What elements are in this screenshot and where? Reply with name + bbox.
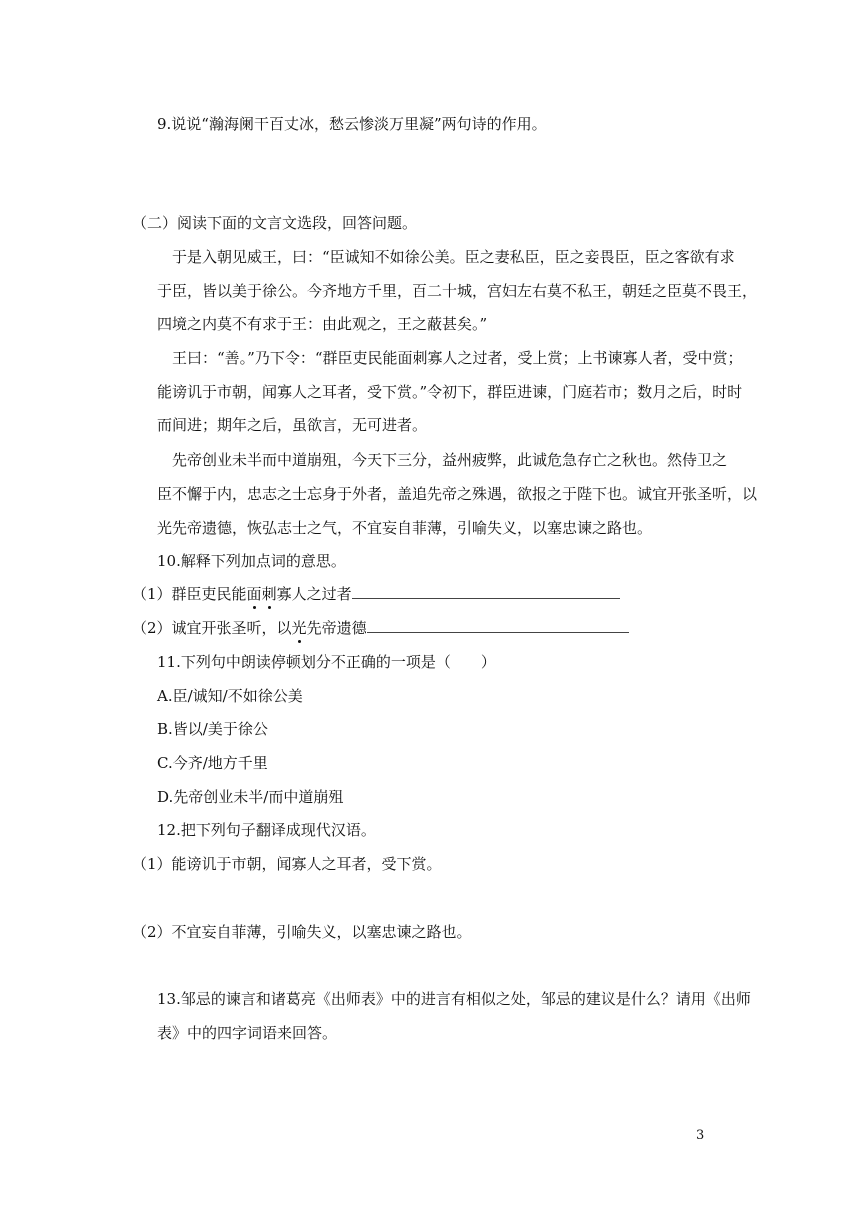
item-text: 先帝遗德: [306, 619, 367, 637]
answer-blank[interactable]: [367, 618, 629, 633]
option-a: A.臣/诚知/不如徐公美: [157, 687, 303, 705]
passage-line: 于臣，皆以美于徐公。今齐地方千里，百二十城，宫妇左右莫不私王，朝廷之臣莫不畏王，: [157, 282, 758, 300]
dotted-word: 面: [246, 585, 262, 603]
dotted-word: 光: [291, 619, 307, 637]
answer-blank[interactable]: [352, 584, 620, 599]
option-c: C.今齐/地方千里: [157, 754, 268, 772]
question-10-item-2: [132, 618, 629, 638]
passage-line: 先帝创业未半而中道崩殂，今天下三分，益州疲弊，此诚危急存亡之秋也。然侍卫之: [172, 451, 728, 469]
question-13-line: 表》中的四字词语来回答。: [157, 1024, 338, 1042]
section-2-heading: （二）阅读下面的文言文选段，回答问题。: [132, 214, 418, 232]
item-text: 寡人之过者: [276, 585, 352, 603]
passage-line: 而间进；期年之后，虽欲言，无可进者。: [157, 416, 428, 434]
passage-line: 于是入朝见威王，曰：“臣诚知不如徐公美。臣之妻私臣，臣之妾畏臣，臣之客欲有求: [172, 248, 735, 266]
item-text: （2）诚宜开张圣听，以: [132, 619, 292, 637]
passage-line: 光先帝遗德，恢弘志士之气，不宜妄自菲薄，引喻失义，以塞忠谏之路也。: [157, 519, 653, 537]
question-12-stem: 12.把下列句子翻译成现代汉语。: [157, 821, 376, 839]
question-10-item-1: [132, 584, 620, 604]
question-13-line: 13.邹忌的谏言和诸葛亮《出师表》中的进言有相似之处，邹忌的建议是什么？请用《出师: [157, 990, 751, 1008]
passage-line: 能谤讥于市朝，闻寡人之耳者，受下赏。”令初下，群臣进谏，门庭若市；数月之后，时时: [157, 383, 743, 401]
option-b: B.皆以/美于徐公: [157, 720, 268, 738]
passage-line: 王曰：“善。”乃下令：“群臣吏民能面刺寡人之过者，受上赏；上书谏寡人者，受中赏；: [172, 349, 743, 367]
item-text: （1）群臣吏民能: [132, 585, 247, 603]
option-d: D.先帝创业未半/而中道崩殂: [157, 788, 344, 806]
dotted-word: 刺: [261, 585, 277, 603]
question-12-item-2: （2）不宜妄自菲薄，引喻失义，以塞忠谏之路也。: [132, 923, 472, 941]
page-number: 3: [696, 1128, 705, 1143]
question-9: 9.说说“瀚海阑干百丈冰，愁云惨淡万里凝”两句诗的作用。: [157, 115, 547, 133]
question-11-stem: 11.下列句中朗读停顿划分不正确的一项是（ ）: [157, 653, 496, 671]
passage-line: 四境之内莫不有求于王：由此观之，王之蔽甚矣。”: [157, 315, 488, 333]
question-10-stem: 10.解释下列加点词的意思。: [157, 552, 346, 570]
question-12-item-1: （1）能谤讥于市朝，闻寡人之耳者，受下赏。: [132, 855, 442, 873]
passage-line: 臣不懈于内，忠志之士忘身于外者，盖追先帝之殊遇，欲报之于陛下也。诚宜开张圣听，以: [157, 485, 758, 503]
